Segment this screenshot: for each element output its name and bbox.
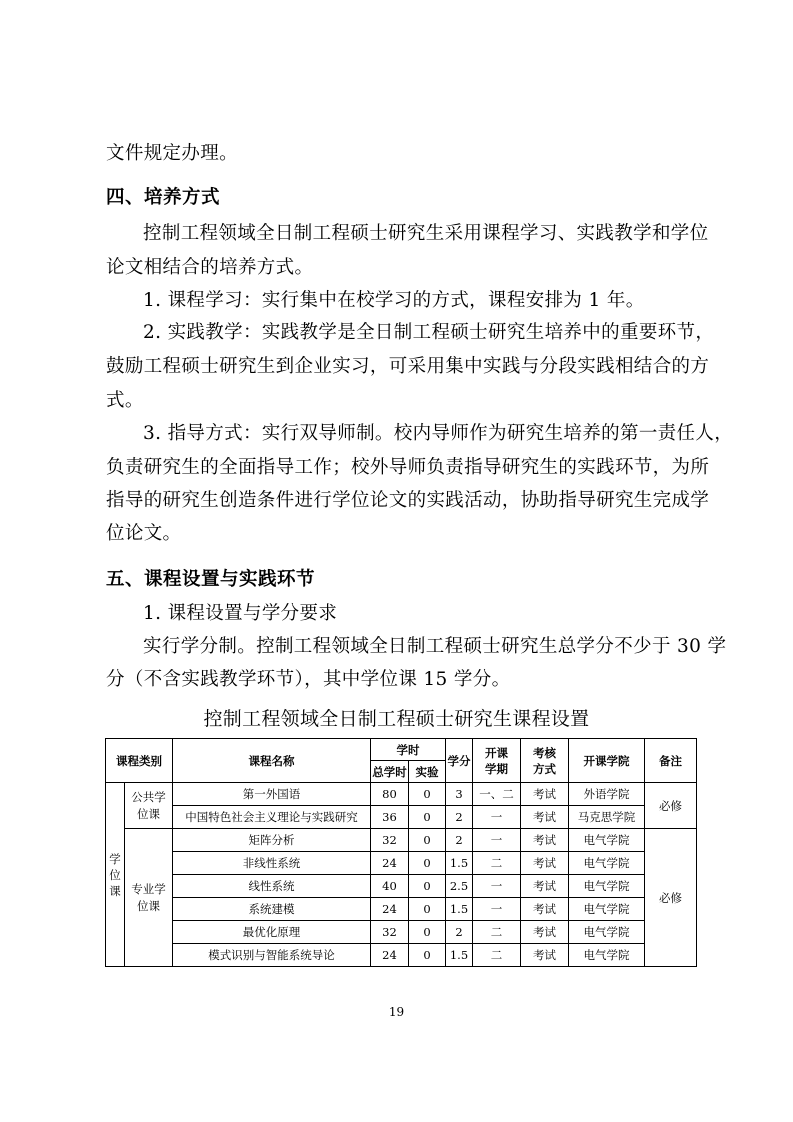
section-heading-4: 四、培养方式 xyxy=(106,187,221,208)
course-exam: 考试 xyxy=(521,783,569,806)
table-row xyxy=(106,921,697,944)
course-lab: 0 xyxy=(409,921,446,944)
paragraph-line: 1. 课程设置与学分要求 xyxy=(143,603,338,624)
course-name: 第一外国语 xyxy=(173,783,371,806)
course-term: 一 xyxy=(473,829,521,852)
table-row xyxy=(106,944,697,967)
course-term: 二 xyxy=(473,852,521,875)
course-credits: 2.5 xyxy=(446,875,473,898)
course-total-hours: 32 xyxy=(371,829,409,852)
table-row xyxy=(106,783,697,806)
course-total-hours: 24 xyxy=(371,898,409,921)
course-term: 一 xyxy=(473,806,521,829)
paragraph-line: 分（不含实践教学环节），其中学位课 15 学分。 xyxy=(106,669,511,690)
course-total-hours: 80 xyxy=(371,783,409,806)
paragraph-line: 2. 实践教学：实践教学是全日制工程硕士研究生培养中的重要环节， xyxy=(143,322,715,343)
course-lab: 0 xyxy=(409,829,446,852)
course-college: 电气学院 xyxy=(569,921,645,944)
course-college: 电气学院 xyxy=(569,829,645,852)
header-hours: 学时 xyxy=(371,739,446,761)
course-name: 线性系统 xyxy=(173,875,371,898)
course-name: 系统建模 xyxy=(173,898,371,921)
header-lab: 实验 xyxy=(409,761,446,783)
course-name: 模式识别与智能系统导论 xyxy=(173,944,371,967)
paragraph-line: 负责研究生的全面指导工作；校外导师负责指导研究生的实践环节，为所 xyxy=(106,457,710,478)
header-credits: 学分 xyxy=(446,739,473,783)
course-lab: 0 xyxy=(409,944,446,967)
course-name: 非线性系统 xyxy=(173,852,371,875)
course-exam: 考试 xyxy=(521,829,569,852)
table-row xyxy=(106,852,697,875)
course-credits: 1.5 xyxy=(446,852,473,875)
course-lab: 0 xyxy=(409,898,446,921)
course-term: 一、二 xyxy=(473,783,521,806)
table-caption: 控制工程领域全日制工程硕士研究生课程设置 xyxy=(203,708,590,730)
table-row xyxy=(106,806,697,829)
paragraph-line: 实行学分制。控制工程领域全日制工程硕士研究生总学分不少于 30 学 xyxy=(143,636,727,657)
header-college: 开课学院 xyxy=(569,739,645,783)
paragraph-line: 鼓励工程硕士研究生到企业实习，可采用集中实践与分段实践相结合的方 xyxy=(106,356,710,377)
course-credits: 2 xyxy=(446,829,473,852)
course-total-hours: 32 xyxy=(371,921,409,944)
course-table xyxy=(105,738,697,967)
course-total-hours: 24 xyxy=(371,852,409,875)
course-term: 一 xyxy=(473,898,521,921)
course-college: 电气学院 xyxy=(569,898,645,921)
course-credits: 3 xyxy=(446,783,473,806)
course-exam: 考试 xyxy=(521,944,569,967)
paragraph-line: 指导的研究生创造条件进行学位论文的实践活动，协助指导研究生完成学 xyxy=(106,490,710,511)
note-public: 必修 xyxy=(645,783,697,829)
course-lab: 0 xyxy=(409,806,446,829)
paragraph-line: 式。 xyxy=(106,390,144,411)
course-total-hours: 36 xyxy=(371,806,409,829)
paragraph-line: 控制工程领域全日制工程硕士研究生采用课程学习、实践教学和学位 xyxy=(143,223,709,244)
course-term: 二 xyxy=(473,921,521,944)
course-total-hours: 40 xyxy=(371,875,409,898)
course-exam: 考试 xyxy=(521,806,569,829)
header-term: 开课学期 xyxy=(473,739,521,783)
course-term: 二 xyxy=(473,944,521,967)
course-name: 中国特色社会主义理论与实践研究 xyxy=(173,806,371,829)
course-credits: 1.5 xyxy=(446,944,473,967)
course-lab: 0 xyxy=(409,783,446,806)
course-lab: 0 xyxy=(409,875,446,898)
course-term: 一 xyxy=(473,875,521,898)
header-total-hours: 总学时 xyxy=(371,761,409,783)
paragraph-line: 3. 指导方式：实行双导师制。校内导师作为研究生培养的第一责任人， xyxy=(143,423,734,444)
note-major: 必修 xyxy=(645,829,697,967)
course-exam: 考试 xyxy=(521,898,569,921)
header-note: 备注 xyxy=(645,739,697,783)
course-lab: 0 xyxy=(409,852,446,875)
group-degree-course: 学位课 xyxy=(106,783,125,967)
course-college: 电气学院 xyxy=(569,944,645,967)
section-heading-5: 五、课程设置与实践环节 xyxy=(106,569,316,590)
header-exam: 考核方式 xyxy=(521,739,569,783)
course-exam: 考试 xyxy=(521,921,569,944)
course-college: 外语学院 xyxy=(569,783,645,806)
header-category: 课程类别 xyxy=(106,739,173,783)
course-exam: 考试 xyxy=(521,875,569,898)
course-college: 电气学院 xyxy=(569,852,645,875)
paragraph-line: 1. 课程学习：实行集中在校学习的方式，课程安排为 1 年。 xyxy=(143,290,645,311)
group-public-degree: 公共学位课 xyxy=(125,783,173,829)
course-college: 电气学院 xyxy=(569,875,645,898)
course-college: 马克思学院 xyxy=(569,806,645,829)
paragraph-line: 文件规定办理。 xyxy=(106,143,238,164)
course-credits: 2 xyxy=(446,806,473,829)
course-credits: 2 xyxy=(446,921,473,944)
page-number: 19 xyxy=(388,1005,405,1019)
header-course-name: 课程名称 xyxy=(173,739,371,783)
group-major-degree: 专业学位课 xyxy=(125,829,173,967)
course-total-hours: 24 xyxy=(371,944,409,967)
course-credits: 1.5 xyxy=(446,898,473,921)
paragraph-line: 位论文。 xyxy=(106,523,182,544)
course-exam: 考试 xyxy=(521,852,569,875)
course-name: 最优化原理 xyxy=(173,921,371,944)
table-row xyxy=(106,898,697,921)
paragraph-line: 论文相结合的培养方式。 xyxy=(106,257,314,278)
table-row xyxy=(106,875,697,898)
table-row xyxy=(106,829,697,852)
course-name: 矩阵分析 xyxy=(173,829,371,852)
